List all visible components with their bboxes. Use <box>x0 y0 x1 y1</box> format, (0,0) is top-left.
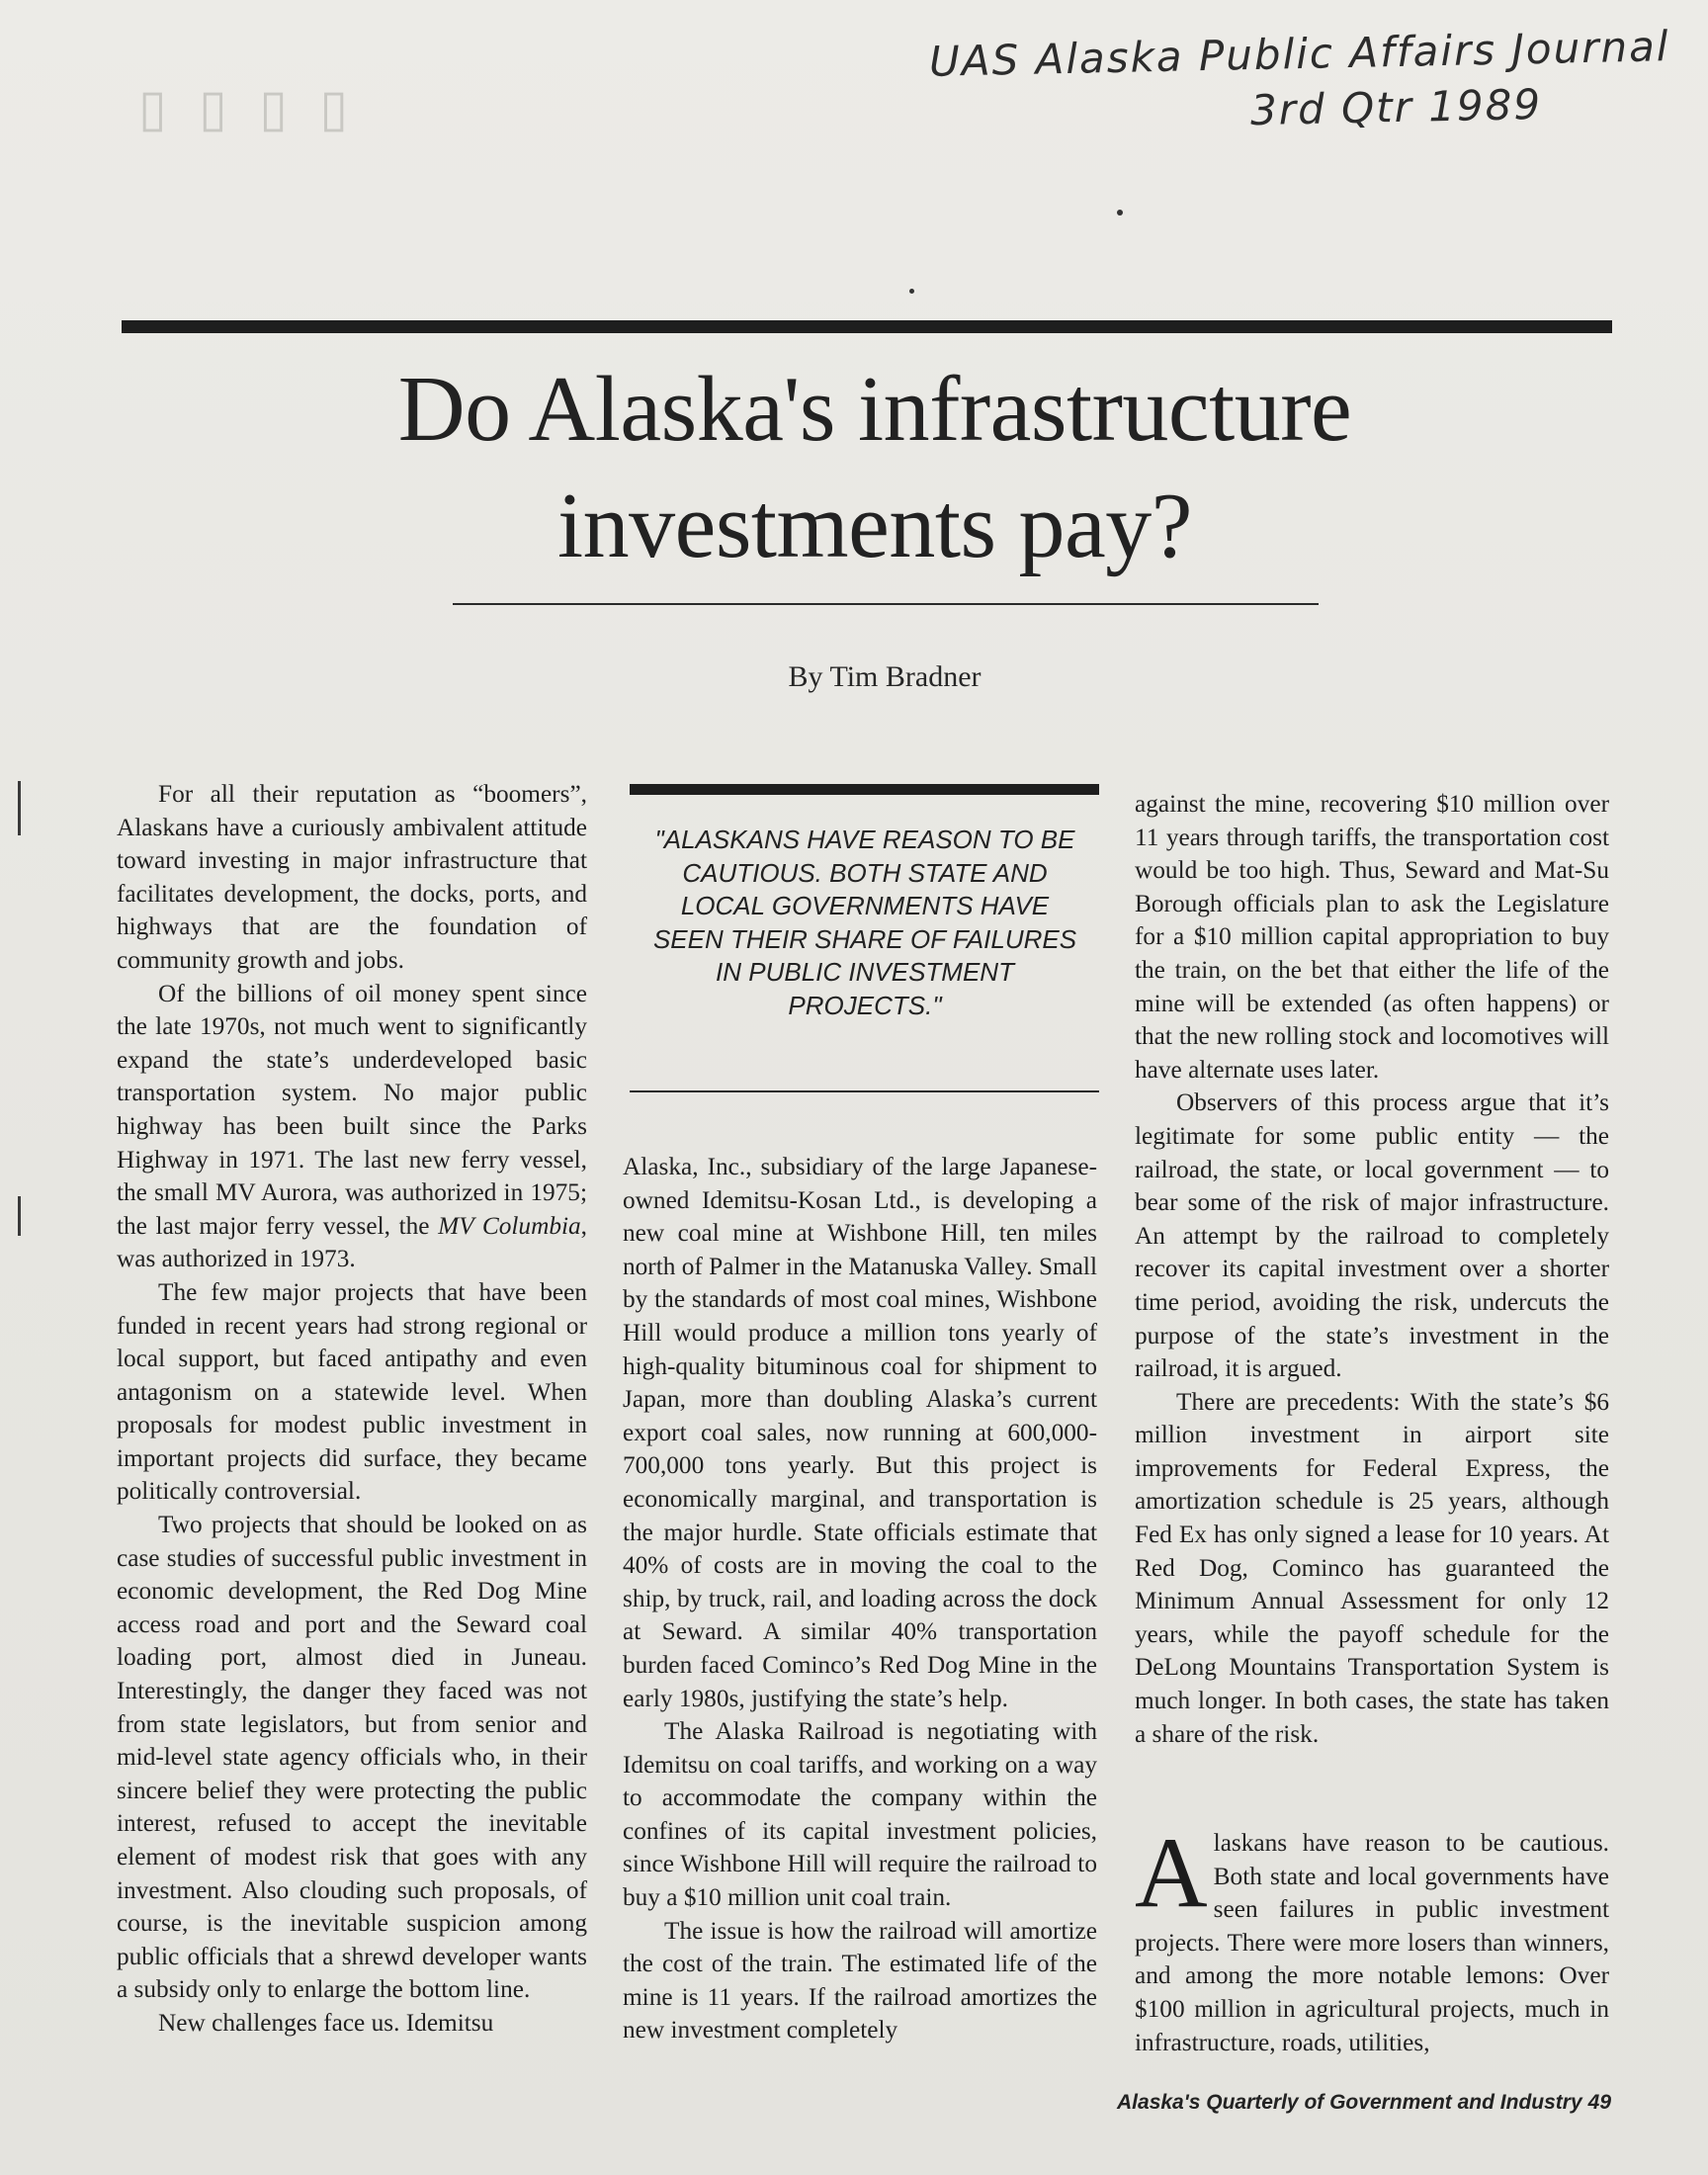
title-rule <box>453 603 1319 605</box>
pullquote-bottom-rule <box>630 1090 1099 1092</box>
paragraph: For all their reputation as “boomers”, Alaskans have a curiously ambivalent attitude toward investing in major infrastructure that facilitates development, the docks, ports, and highways that are the foundation of community growth and jobs. <box>117 780 587 974</box>
paragraph: against the mine, recovering $10 million over 11 years through tariffs, the transportation cost would be too high. Thus, Seward and Mat-Su Borough officials plan to ask the Legislature for a $10 million capital appropriation to buy the train, on the bet that either the life of the mine will be extended (as often happens) or that the new rolling stock and locomotives will have alternate uses later. <box>1135 790 1609 1084</box>
headline-line-2: investments pay? <box>556 475 1192 577</box>
byline: By Tim Bradner <box>788 660 982 693</box>
ink-speck <box>1117 210 1123 216</box>
page-number: 49 <box>1587 2091 1611 2114</box>
page-footer <box>1077 2091 1611 2115</box>
column-2 <box>623 1151 1097 2047</box>
pullquote-top-rule <box>630 784 1099 795</box>
pullquote: "ALASKANS HAVE REASON TO BE CAUTIOUS. BOTH STATE AND LOCAL GOVERNMENTS HAVE SEEN THEIR SHARE OF FAILURES IN PUBLIC INVESTMENT PROJECTS." <box>652 825 1077 1020</box>
drop-cap: A <box>1135 1817 1208 1929</box>
paragraph <box>117 978 587 1276</box>
column-1 <box>117 778 587 2041</box>
paragraph-text: laskans have reason to be cautious. Both state and local governments have seen failures in public investment projects. There were more losers than winners, and among the more notable lemons: Over $100 million in agricultural projects, much in infrastructure, roads, utilities, <box>1135 1829 1609 2056</box>
faded-stamp: ▯ ▯ ▯ ▯ <box>138 79 357 138</box>
paragraph: Two projects that should be looked on as case studies of successful public investment in economic development, the Red Dog Mine access road and port and the Seward coal loading port, almost died in Juneau. Interestingly, the danger they faced was not from state legislators, but from senior and mid-level state agency officials who, in their sincere belief they were protecting the public interest, refused to accept the inevitable element of modest risk that goes with any investment. Also clouding such proposals, of course, is the inevitable suspicion among public officials that a shrewd developer wants a subsidy only to enlarge the bottom line. <box>117 1511 587 2004</box>
column-3-section <box>1135 1817 1609 2059</box>
paragraph-text: , was authorized in 1973. <box>117 1211 587 1273</box>
paragraph: New challenges face us. Idemitsu <box>158 2008 494 2037</box>
paragraph: The Alaska Railroad is negotiating with Idemitsu on coal tariffs, and working on a way to accommodate the company within the confines of its capital investment policies, since Wishbone Hill will require the railroad to buy a $10 million unit coal train. <box>623 1717 1097 1912</box>
paragraph: The few major projects that have been funded in recent years had strong regional or local support, but faced antipathy and even antagonism on a statewide level. When proposals for modest public investment in important projects did surface, they became politically controversial. <box>117 1277 587 1506</box>
column-3 <box>1135 788 1609 1751</box>
binding-mark <box>18 781 21 835</box>
paragraph <box>1135 1817 1609 2059</box>
publication-name: Alaska's Quarterly of Government and Industry <box>1117 2091 1582 2114</box>
article-headline <box>198 351 1552 584</box>
header-rule <box>122 320 1612 333</box>
binding-mark <box>18 1196 21 1236</box>
vessel-name: MV Columbia <box>438 1211 581 1240</box>
ink-speck <box>909 289 914 294</box>
headline-line-1: Do Alaska's infrastructure <box>397 358 1352 461</box>
paragraph: Alaska, Inc., subsidiary of the large Japanese-owned Idemitsu-Kosan Ltd., is developing a new coal mine at Wishbone Hill, ten miles north of Palmer in the Matanuska Valley. Small by the standards of most coal mines, Wishbone Hill would produce a million tons yearly of high-quality bituminous coal for shipment to Japan, more than doubling Alaska’s current export coal sales, now running at 600,000-700,000 tons yearly. But this project is economically marginal, and transportation is the major hurdle. State officials estimate that 40% of costs are in moving the coal to the ship, by truck, rail, and loading across the dock at Seward. A similar 40% transportation burden faced Cominco’s Red Dog Mine in the early 1980s, justifying the state’s help. <box>623 1153 1097 1712</box>
handwritten-date-note: 3rd Qtr 1989 <box>1249 79 1543 135</box>
paragraph: Observers of this process argue that it’s legitimate for some public entity — the railroad, the state, or local government — to bear some of the risk of major infrastructure. An attempt by the railroad to completely recover its capital investment over a shorter time period, avoiding the risk, undercuts the purpose of the state’s investment in the railroad, it is argued. <box>1135 1088 1609 1383</box>
paragraph: There are precedents: With the state’s $6 million investment in airport site improvements for Federal Express, the amortization schedule is 25 years, although Fed Ex has only signed a lease for 10 years. At Red Dog, Cominco has guaranteed the Minimum Annual Assessment for only 12 years, while the payoff schedule for the DeLong Mountains Transportation System is much longer. In both cases, the state has taken a share of the risk. <box>1135 1387 1609 1748</box>
paragraph: The issue is how the railroad will amortize the cost of the train. The estimated life of the mine is 11 years. If the railroad amortizes the new investment completely <box>623 1916 1097 2044</box>
paragraph-text: Of the billions of oil money spent since the late 1970s, not much went to significantly expand the state’s underdeveloped basic transportation system. No major public highway has been built since the Parks Highway in 1971. The last new ferry vessel, the small MV Aurora, was authorized in 1975; the last major ferry vessel, the <box>117 979 587 1240</box>
handwritten-source-note: UAS Alaska Public Affairs Journal <box>928 22 1670 86</box>
